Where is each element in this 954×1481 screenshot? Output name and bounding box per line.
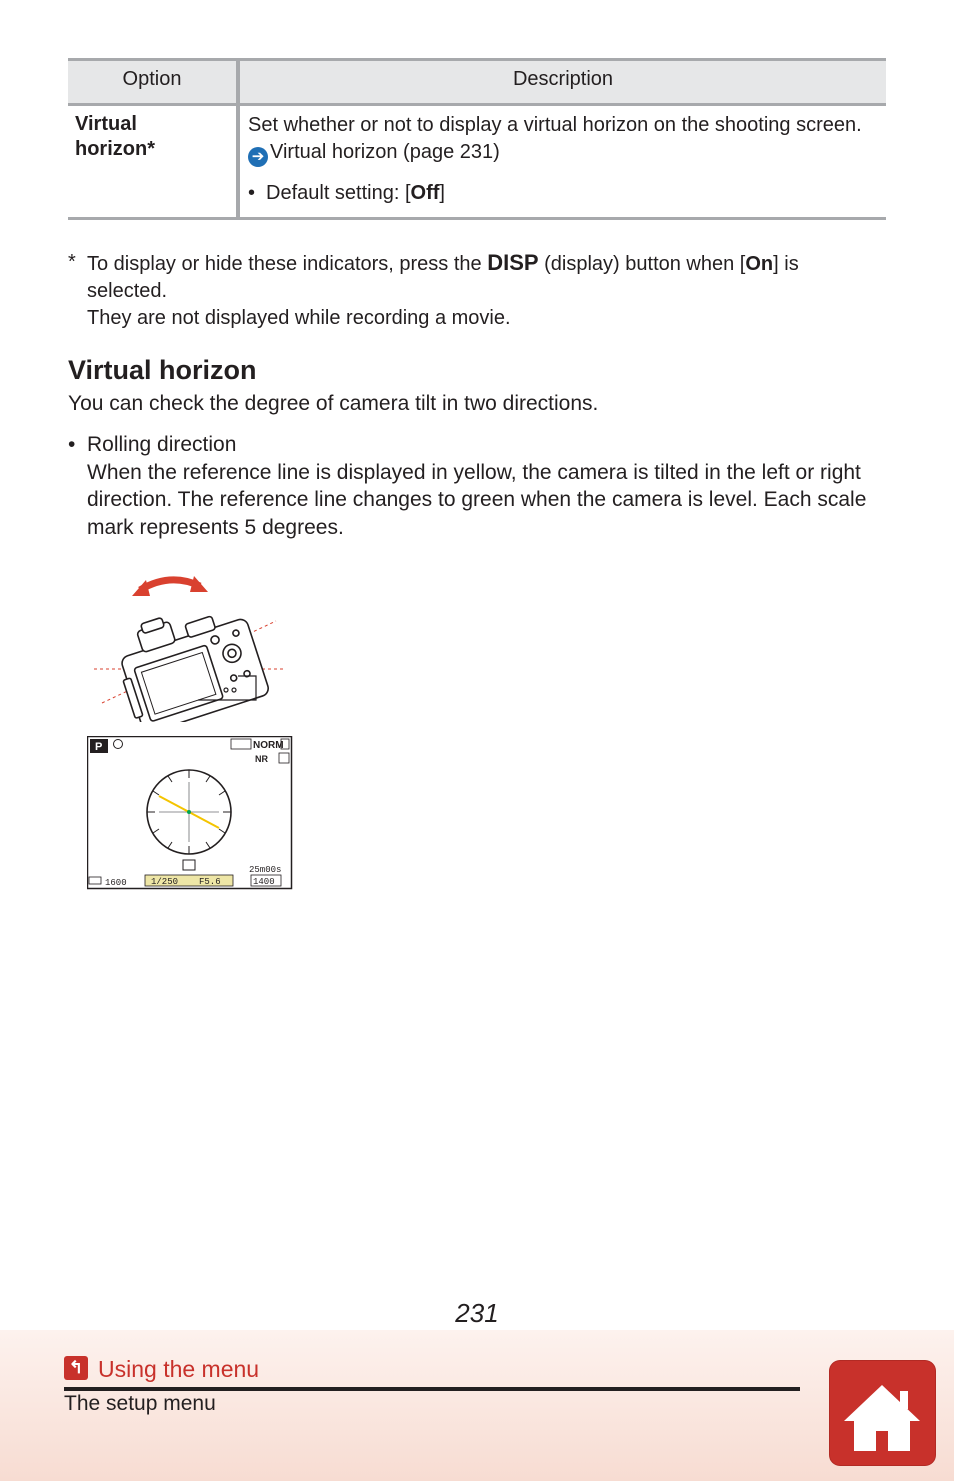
camera-tilt-illustration: [88, 566, 298, 722]
footnote: [68, 249, 868, 332]
home-button[interactable]: [830, 1361, 935, 1465]
virtual-horizon-screen: [87, 736, 293, 890]
footnote-on-value: On: [745, 253, 774, 275]
mode-indicator: P: [95, 741, 103, 753]
description-cell: [248, 112, 888, 207]
option-name-line1: Virtual: [75, 113, 137, 135]
header-description: Description: [512, 68, 614, 90]
footnote-star: *: [68, 251, 76, 273]
bullet-icon: •: [248, 182, 256, 204]
table-header-rule: [68, 103, 886, 106]
option-cell: [75, 112, 225, 162]
footnote-text-post: ] is: [773, 253, 799, 275]
quality-indicator: NORM: [253, 740, 284, 751]
table-bottom-rule: [68, 217, 886, 220]
default-setting: [248, 180, 888, 207]
home-icon: [830, 1361, 935, 1465]
footnote-line3: They are not displayed while recording a movie.: [87, 307, 511, 329]
time-remaining: 25m00s: [249, 865, 282, 875]
header-option: Option: [122, 68, 182, 90]
footnote-text-mid: (display) button when [: [538, 253, 746, 275]
footnote-line2: selected.: [87, 280, 168, 302]
page-number: 231: [455, 1298, 499, 1328]
arrow-right-icon: ➔: [248, 147, 268, 167]
exposure-count: 1400: [253, 877, 275, 887]
default-value: Off: [410, 182, 440, 204]
level-dot: [187, 810, 191, 814]
default-label: Default setting: [: [266, 182, 411, 204]
iso-value: 1600: [105, 878, 127, 888]
breadcrumb-link[interactable]: Using the menu: [98, 1356, 260, 1382]
breadcrumb-subsection: The setup menu: [64, 1392, 216, 1415]
footnote-line1: [87, 249, 868, 278]
breadcrumb-rule: [64, 1387, 800, 1391]
option-name-line2: horizon*: [75, 138, 155, 160]
default-close: ]: [439, 182, 445, 204]
section-intro: You can check the degree of camera tilt in two directions.: [68, 392, 599, 415]
bullet-icon: •: [68, 433, 76, 456]
section-heading: Virtual horizon: [68, 355, 257, 385]
bullet-body: When the reference line is displayed in yellow, the camera is tilted in the left or right direction. The reference line changes to green when the camera is level. Each scale mark represents 5 degrees.: [87, 460, 867, 539]
rolling-direction-item: [68, 431, 888, 541]
aperture-value: F5.6: [199, 877, 221, 887]
footnote-text-pre: To display or hide these indicators, press the: [87, 253, 488, 275]
return-icon[interactable]: ↰: [64, 1356, 88, 1380]
cross-reference-text: Virtual horizon (page 231): [270, 141, 500, 163]
bullet-title: Rolling direction: [87, 433, 237, 456]
description-text: Set whether or not to display a virtual horizon on the shooting screen.: [248, 114, 862, 136]
svg-text:NR: NR: [255, 754, 268, 764]
disp-button-icon: DISP: [487, 250, 539, 275]
cross-reference-link[interactable]: [248, 139, 888, 167]
shutter-speed: 1/250: [151, 877, 179, 887]
